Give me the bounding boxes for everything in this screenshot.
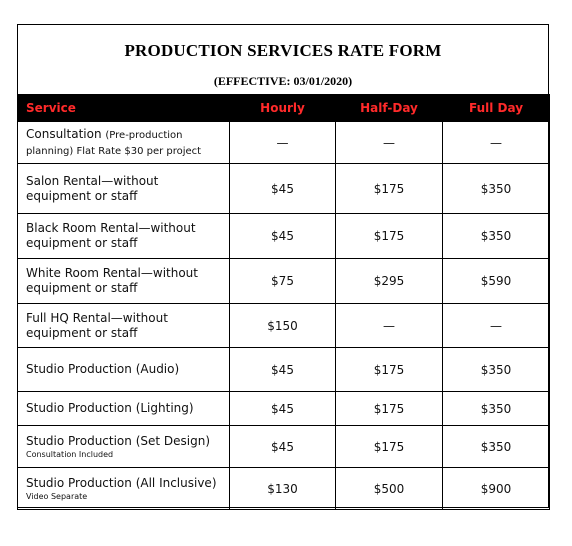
half-day-cell: $175 (336, 164, 443, 214)
service-cell: Studio Production (Audio) (18, 348, 230, 392)
service-cell: Black Room Rental—without equipment or staff (18, 214, 230, 259)
table-header-row (18, 95, 550, 122)
header-full-day: Full Day (443, 95, 550, 122)
full-day-cell: $350 (443, 214, 550, 259)
half-day-cell: $175 (336, 214, 443, 259)
table-row (18, 214, 550, 259)
effective-date: (EFFECTIVE: 03/01/2020) (213, 74, 353, 88)
service-cell: Studio Production (Lighting) (18, 392, 230, 426)
table-row (18, 426, 550, 468)
service-note: Video Separate (26, 491, 88, 501)
half-day-cell: — (336, 122, 443, 164)
service-cell (18, 122, 230, 164)
half-day-cell: $295 (336, 259, 443, 304)
form-header (18, 25, 548, 94)
service-cell (18, 426, 230, 468)
service-cell: Full HQ Rental—without equipment or staff (18, 304, 230, 348)
table-row (18, 259, 550, 304)
table-row (18, 468, 550, 510)
hourly-cell: — (230, 122, 336, 164)
full-day-cell: — (443, 122, 550, 164)
hourly-cell: $45 (230, 214, 336, 259)
half-day-cell: $175 (336, 348, 443, 392)
half-day-cell: $175 (336, 426, 443, 468)
full-day-cell: $350 (443, 426, 550, 468)
half-day-cell: — (336, 304, 443, 348)
service-name: Studio Production (All Inclusive) (26, 475, 217, 490)
table-row (18, 392, 550, 426)
table-row (18, 164, 550, 214)
table-row (18, 304, 550, 348)
table-row (18, 348, 550, 392)
hourly-cell: $130 (230, 468, 336, 510)
full-day-cell: $350 (443, 392, 550, 426)
service-cell (18, 468, 230, 510)
full-day-cell: $350 (443, 164, 550, 214)
rate-form (17, 24, 549, 508)
header-service: Service (18, 95, 230, 122)
hourly-cell: $45 (230, 164, 336, 214)
service-cell: Salon Rental—without equipment or staff (18, 164, 230, 214)
hourly-cell: $45 (230, 392, 336, 426)
service-cell: White Room Rental—without equipment or staff (18, 259, 230, 304)
form-title: PRODUCTION SERVICES RATE FORM (124, 41, 442, 60)
service-note: Consultation Included (26, 449, 114, 459)
half-day-cell: $500 (336, 468, 443, 510)
hourly-cell: $45 (230, 348, 336, 392)
header-half-day: Half-Day (336, 95, 443, 122)
rate-table (17, 94, 550, 510)
full-day-cell: — (443, 304, 550, 348)
hourly-cell: $45 (230, 426, 336, 468)
service-note: (Pre-production planning) Flat Rate $30 per project (26, 129, 202, 157)
header-hourly: Hourly (230, 95, 336, 122)
hourly-cell: $150 (230, 304, 336, 348)
service-name: Consultation (26, 126, 102, 141)
service-name: Studio Production (Set Design) (26, 433, 211, 448)
full-day-cell: $900 (443, 468, 550, 510)
full-day-cell: $350 (443, 348, 550, 392)
table-row (18, 122, 550, 164)
full-day-cell: $590 (443, 259, 550, 304)
hourly-cell: $75 (230, 259, 336, 304)
half-day-cell: $175 (336, 392, 443, 426)
